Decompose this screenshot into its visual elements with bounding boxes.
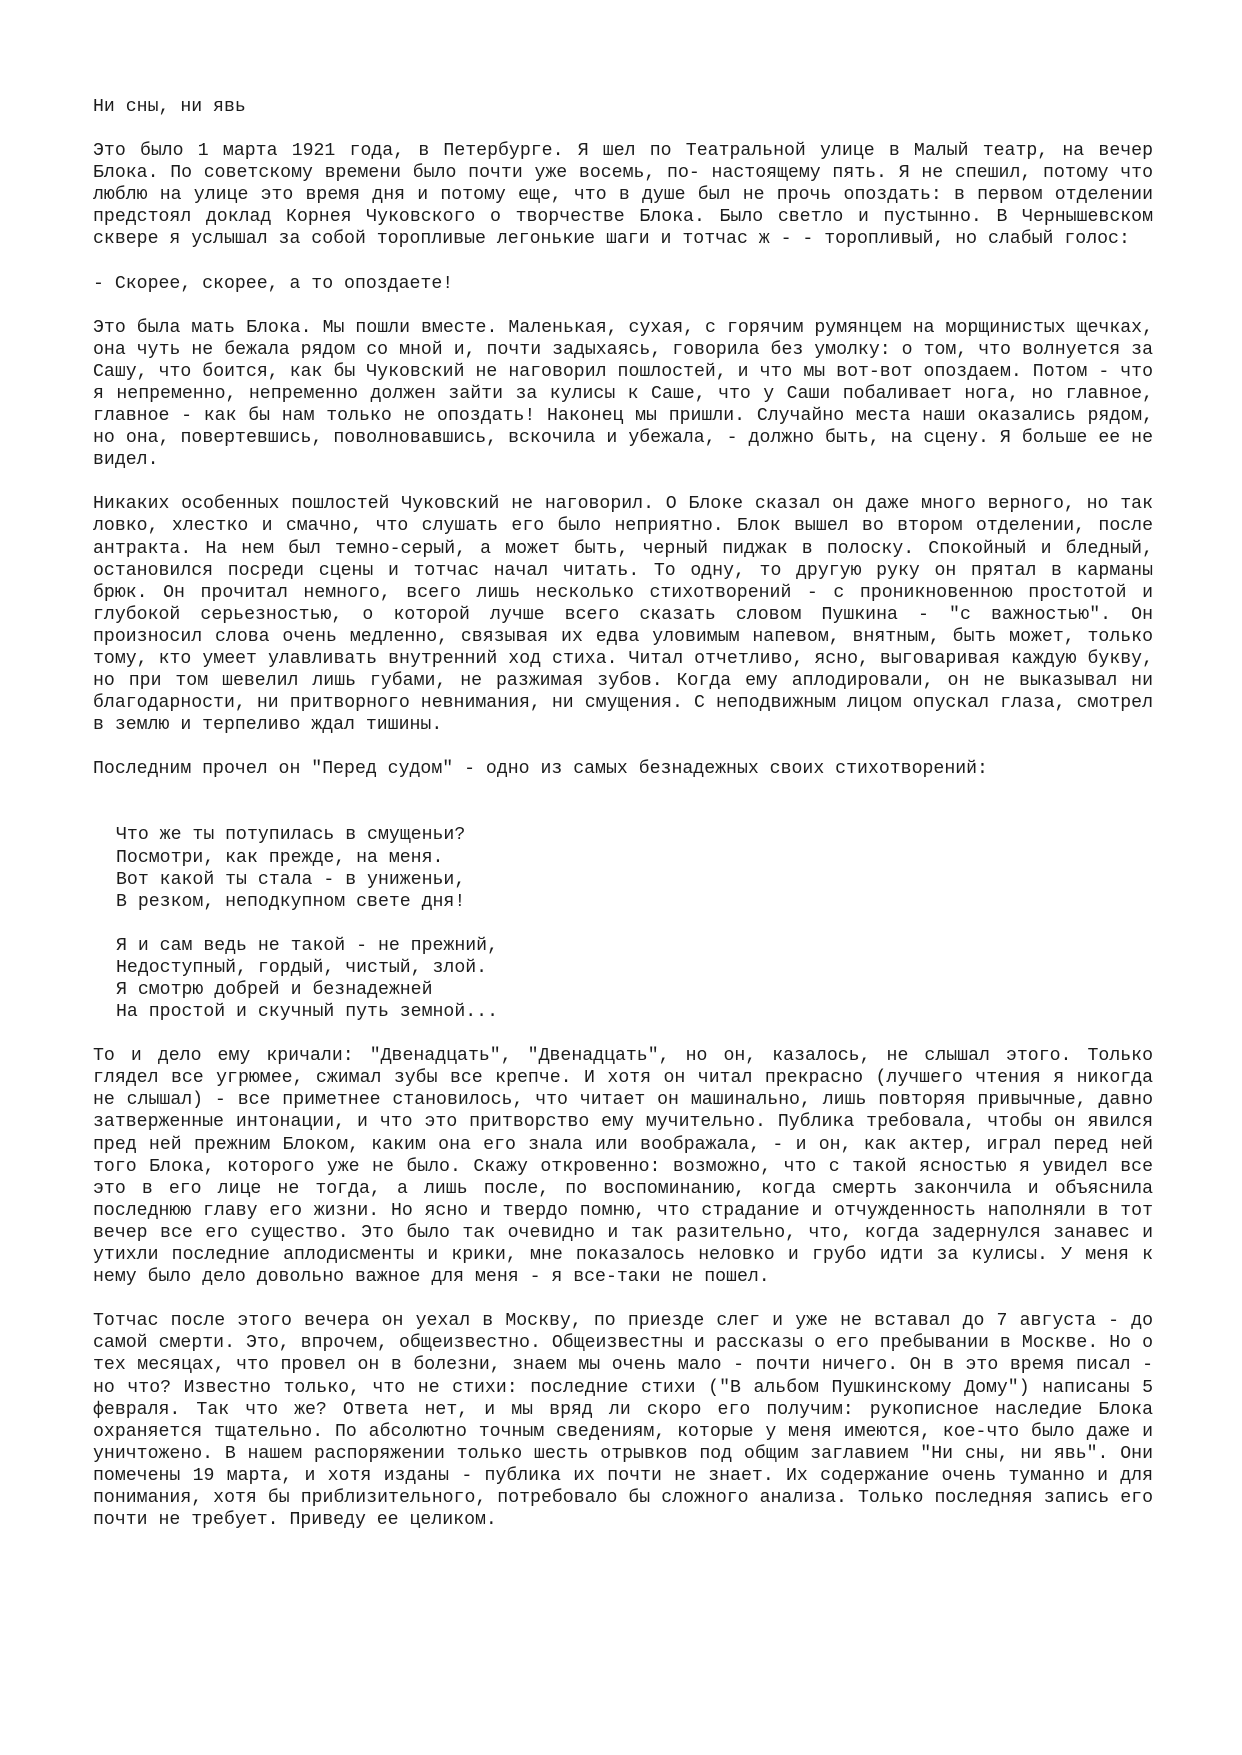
poem-line: Недоступный, гордый, чистый, злой. xyxy=(116,957,488,978)
paragraph: То и дело ему кричали: "Двенадцать", "Двенадцать", но он, казалось, не слышал этого. Только глядел все угрюмее, сжимал зубы все крепче. И хотя он читал прекрасно (лучшего чтения я никогда не слышал) - все приметнее становилось, что читает он машинально, лишь повторяя привычные, давно затверженные интонации, и что это притворство ему мучительно. Публика требовала, чтобы он явился пред ней прежним Блоком, каким она его знала или воображала, - и он, как актер, играл перед ней того Блока, которого уже не было. Скажу откровенно: возможно, что с такой ясностью я увидел все это в его лице не тогда, а лишь после, по воспоминанию, когда смерть закончила и объяснила последнюю главу его жизни. Но ясно и твердо помню, что страдание и отчужденность наполняли в тот вечер все его существо. Это было так очевидно и так разительно, что, когда задернулся занавес и утихли последние аплодисменты и крики, мне показалось неловко и грубо идти за кулисы. У меня к нему было дело довольно важное для меня - я все-таки не пошел. xyxy=(93,1046,1153,1288)
paragraph: Тотчас после этого вечера он уехал в Москву, по приезде слег и уже не вставал до 7 августа - до самой смерти. Это, впрочем, общеизвестно. Общеизвестны и рассказы о его пребывании в Москве. Но о тех месяцах, что провел он в болезни, знаем мы очень мало - почти ничего. Он в это время писал - но что? Известно только, что не стихи: последние стихи ("В альбом Пушкинскому Дому") написаны 5 февраля. Так что же? Ответа нет, и мы вряд ли скоро его получим: рукописное наследие Блока охраняется тщательно. По абсолютно точным сведениям, которые у меня имеются, кое-что было даже и уничтожено. В нашем распоряжении только шесть отрывков под общим заглавием "Ни сны, ни явь". Они помечены 19 марта, и хотя изданы - публика их почти не знает. Их содержание очень туманно и для понимания, хотя бы приблизительного, потребовало бы сложного анализа. Только последняя запись его почти не требует. Приведу ее целиком. xyxy=(93,1311,1153,1531)
poem-line: Посмотри, как прежде, на меня. xyxy=(116,847,444,868)
poem-line: Я и сам ведь не такой - не прежний, xyxy=(116,935,498,956)
paragraph: Это была мать Блока. Мы пошли вместе. Маленькая, сухая, с горячим румянцем на морщинистых щечках, она чуть не бежала рядом со мной и, почти задыхаясь, говорила без умолку: о том, что волнуется за Сашу, что боится, как бы Чуковский не наговорил пошлостей, и что мы вот-вот опоздаем. Потом - что я непременно, непременно должен зайти за кулисы к Саше, что у Саши побаливает нога, но главное, главное - как бы нам только не опоздать! Наконец мы пришли. Случайно места наши оказались рядом, но она, повертевшись, поволновавшись, вскочила и убежала, - должно быть, на сцену. Я больше ее не видел. xyxy=(93,317,1153,471)
poem-line: Я смотрю добрей и безнадежней xyxy=(116,980,433,1000)
document-title: Ни сны, ни явь xyxy=(93,97,246,117)
poem-stanza xyxy=(116,824,1153,912)
poem-line: Вот какой ты стала - в униженьи, xyxy=(116,869,466,890)
poem-block xyxy=(116,824,1153,1023)
poem-line: В резком, неподкупном свете дня! xyxy=(116,891,466,912)
document-page xyxy=(93,96,1153,1553)
poem-stanza xyxy=(116,935,1153,1023)
paragraph: Последним прочел он "Перед судом" - одно из самых безнадежных своих стихотворений: xyxy=(93,759,988,780)
paragraph: Это было 1 марта 1921 года, в Петербурге. Я шел по Театральной улице в Малый театр, на вечер Блока. По советскому времени было почти уже восемь, по- настоящему пять. Я не спешил, потому что люблю на улице это время дня и потому еще, что в душе был не прочь опоздать: в первом отделении предстоял доклад Корнея Чуковского о творчестве Блока. Было светло и пустынно. В Чернышевском сквере я услышал за собой торопливые легонькие шаги и тотчас ж - - торопливый, но слабый голос: xyxy=(93,141,1153,250)
paragraph-dialogue: - Скорее, скорее, а то опоздаете! xyxy=(93,273,454,294)
poem-line: На простой и скучный путь земной... xyxy=(116,1002,498,1023)
paragraph: Никаких особенных пошлостей Чуковский не наговорил. О Блоке сказал он даже много верного, но так ловко, хлестко и смачно, что слушать его было неприятно. Блок вышел во втором отделении, после антракта. На нем был темно-серый, а может быть, черный пиджак в полоску. Спокойный и бледный, остановился посреди сцены и тотчас начал читать. То одну, то другую руку он прятал в карманы брюк. Он прочитал немного, всего лишь несколько стихотворений - с проникновенною простотой и глубокой серьезностью, о которой лучше всего сказать словом Пушкина - "с важностью". Он произносил слова очень медленно, связывая их едва уловимым напевом, внятным, быть может, только тому, кто умеет улавливать внутренний ход стиха. Читал отчетливо, ясно, выговаривая каждую букву, но при том шевелил лишь губами, не разжимая зубов. Когда ему аплодировали, он не выказывал ни благодарности, ни притворного невнимания, ни смущения. С неподвижным лицом опускал глаза, смотрел в землю и терпеливо ждал тишины. xyxy=(93,494,1153,736)
poem-line: Что же ты потупилась в смущеньи? xyxy=(116,825,466,846)
